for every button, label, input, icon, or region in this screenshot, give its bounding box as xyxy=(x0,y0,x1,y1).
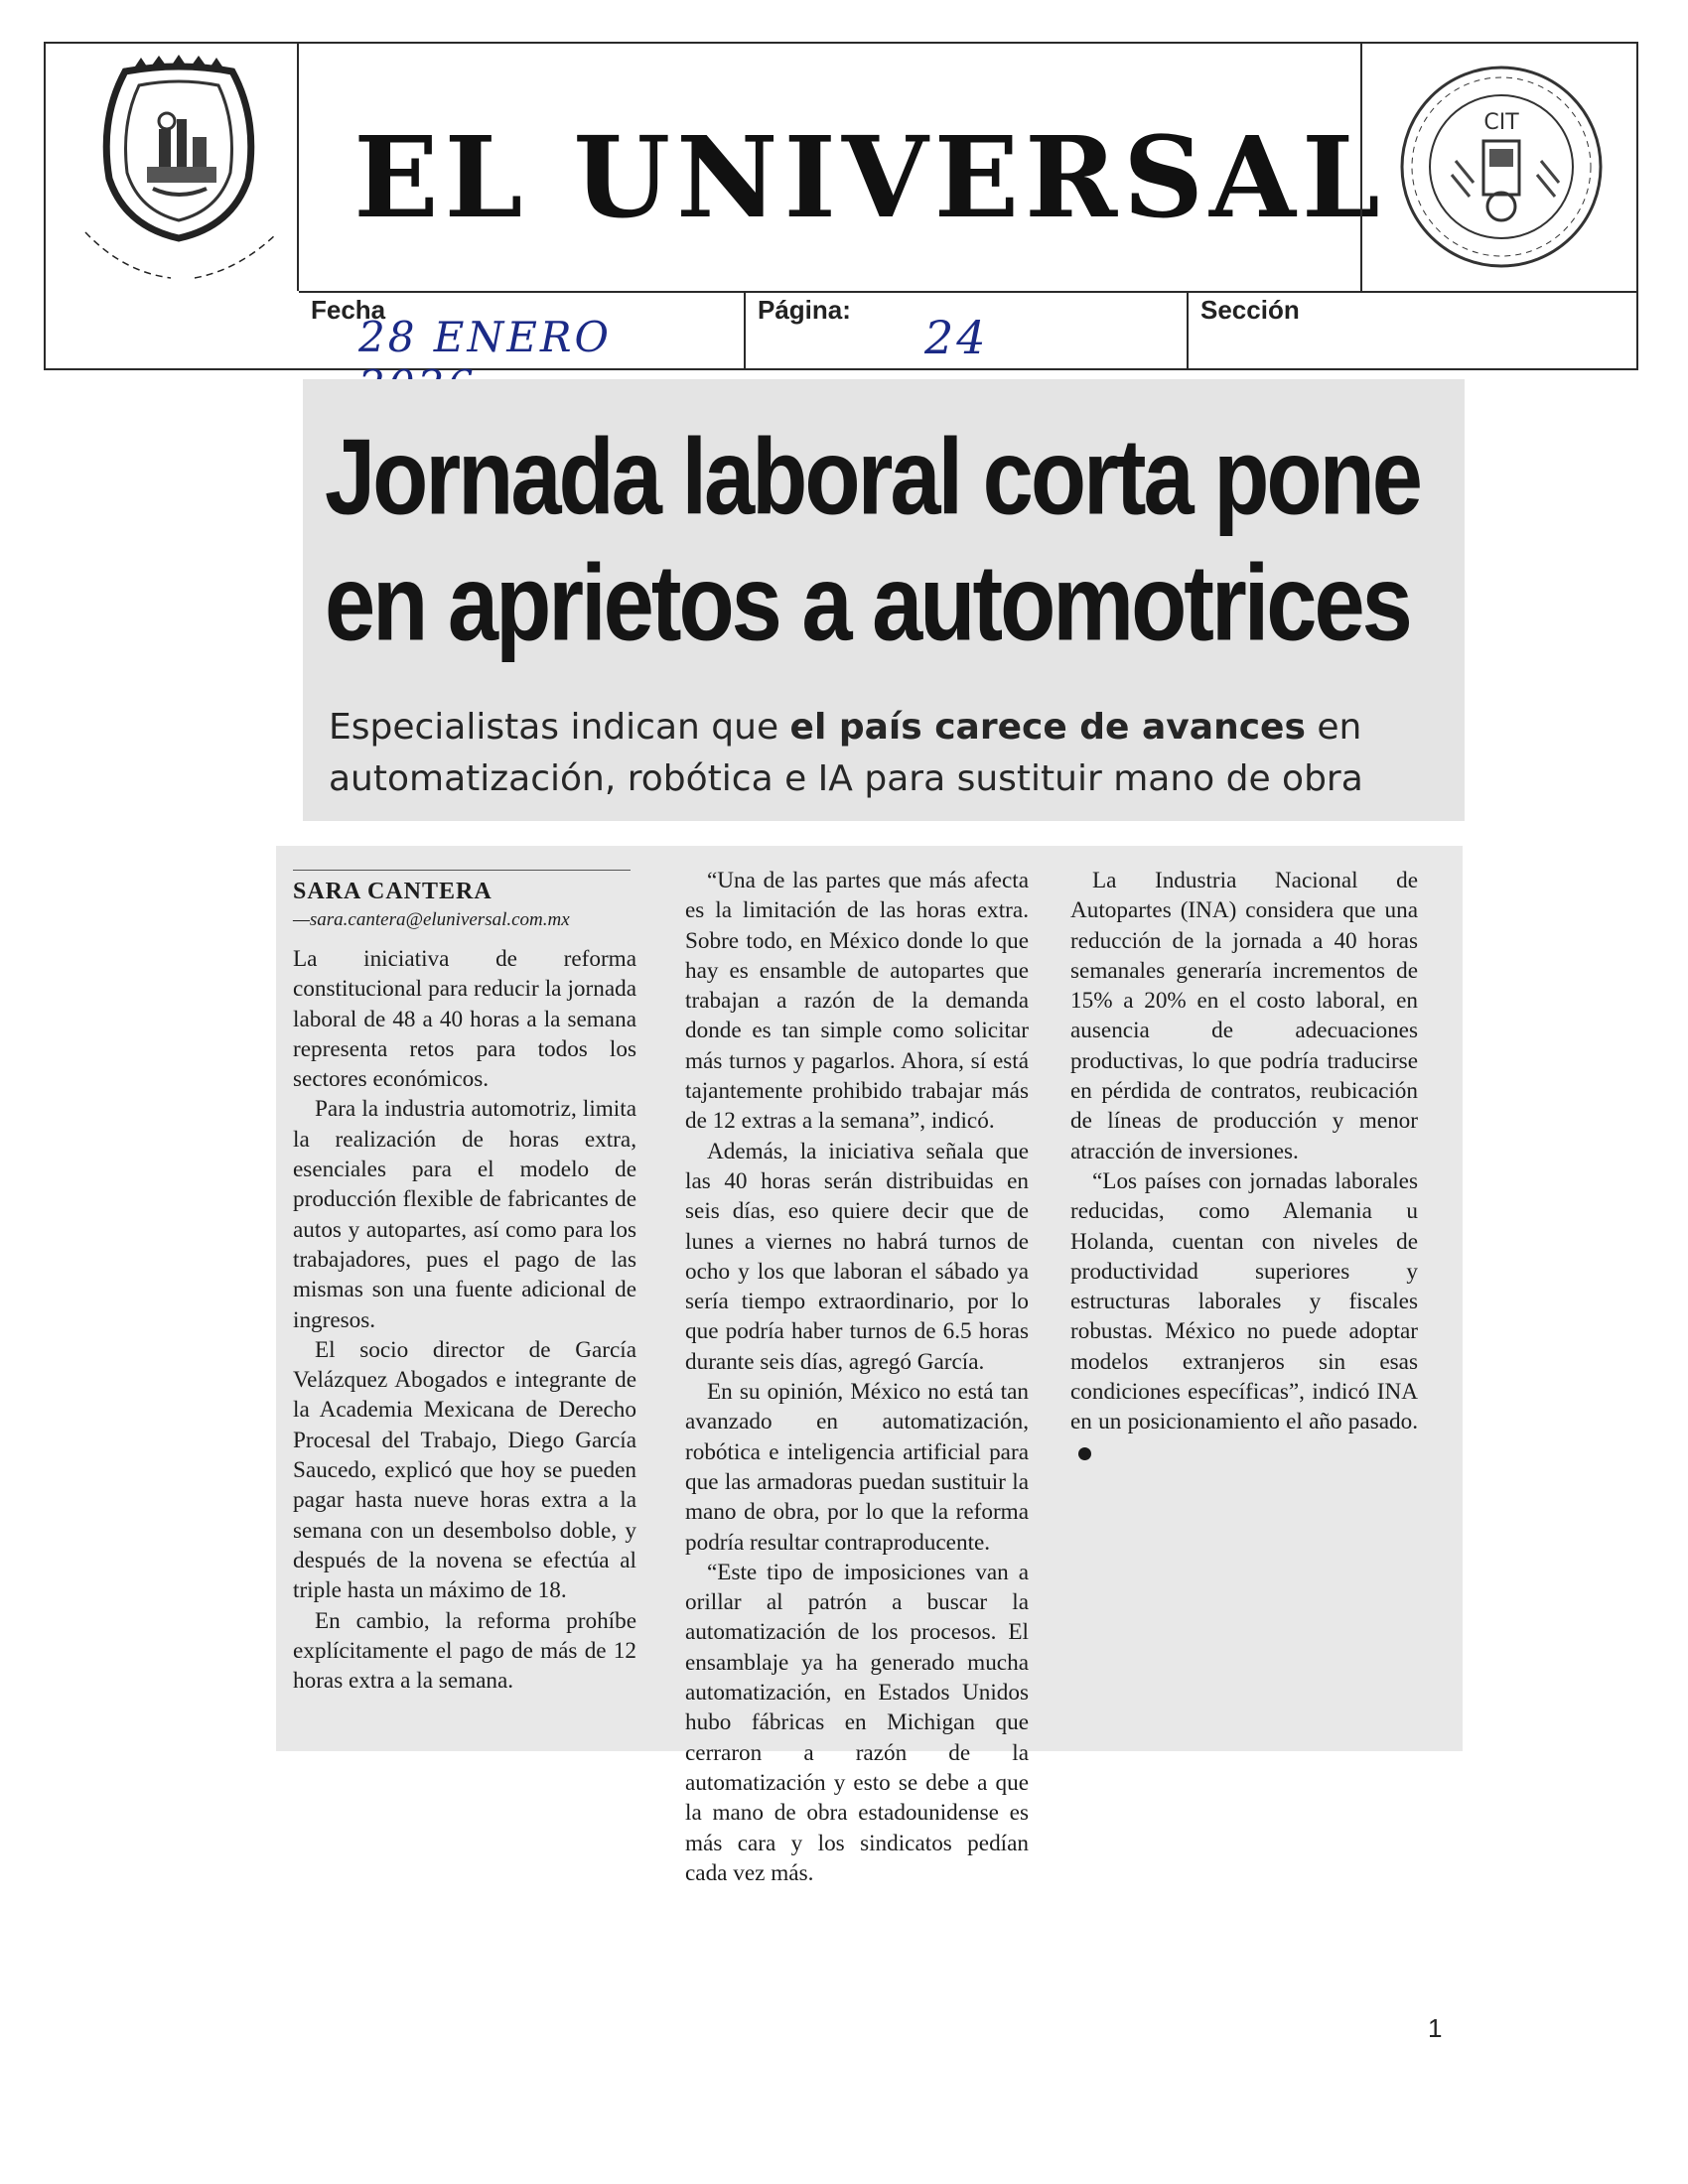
pagina-handwritten: 24 xyxy=(924,311,989,364)
byline-rule xyxy=(293,870,631,871)
paragraph: La Industria Nacional de Autopartes (INA) considera que una reducción de la jornada a 40 horas semanales generaría incrementos de 15% a 20% en el costo laboral, en ausencia de adecuaciones productivas, lo que podría traducirse en pérdida de contratos, reubicación de líneas de producción y menor atracción de inversiones. xyxy=(1070,868,1418,1164)
fecha-label: Fecha xyxy=(311,295,386,325)
end-mark-icon xyxy=(1078,1447,1091,1460)
article-headline xyxy=(325,414,1447,667)
paragraph: En su opinión, México no está tan avanzado en automatización, robótica e inteligencia artificial para que las armadoras puedan sustituir la mano de obra, por lo que la reforma podría resultar contraproducente. xyxy=(685,1379,1029,1556)
seccion-label: Sección xyxy=(1200,295,1300,325)
author-name: SARA CANTERA xyxy=(293,879,492,904)
article-body-clipping xyxy=(276,846,1463,1886)
pagina-label: Página: xyxy=(758,295,851,325)
pagina-cell xyxy=(746,291,1189,368)
cit-seal-icon xyxy=(1392,58,1611,276)
svg-text:CIT: CIT xyxy=(1483,110,1519,135)
column-1 xyxy=(293,870,636,1696)
paragraph-final-text: “Los países con jornadas laborales reducidas, como Alemania u Holanda, cuentan con niveles de productividad superiores y estructuras laborales y fiscales robustas. México no puede adoptar modelos extranjeros sin esas condiciones específicas”, indicó INA en un posicionamiento el año pasado. xyxy=(1070,1167,1418,1435)
left-logo-cell xyxy=(46,44,299,291)
page-number: 1 xyxy=(1428,2013,1443,2043)
fecha-handwritten: 28 ENERO xyxy=(358,313,612,361)
paragraph: La iniciativa de reforma constitucional para reducir la jornada laboral de 48 a 40 horas a la semana representa retos para todos los sectores económicos. xyxy=(293,946,636,1093)
headline-clipping xyxy=(303,379,1465,821)
seccion-cell xyxy=(1189,291,1636,368)
masthead-title: EL UNIVERSAL xyxy=(353,113,1386,243)
paragraph-final xyxy=(1070,1166,1418,1467)
author-email: —sara.cantera@eluniversal.com.mx xyxy=(293,909,570,930)
headline-line-1: Jornada laboral corta pone xyxy=(325,417,1420,537)
paragraph: Además, la iniciativa señala que las 40 horas serán distribuidas en seis días, eso quiere decir que de lunes a viernes no habrá turnos de ocho y los que laboran el sábado ya sería tiempo extraordinario, por lo que podría haber turnos de 6.5 horas durante seis días, agregó García. xyxy=(685,1138,1029,1375)
article-subheading xyxy=(329,702,1451,805)
union-seal-icon xyxy=(64,50,294,286)
subhead-bold: el país carece de avances xyxy=(789,707,1306,748)
column-2 xyxy=(685,866,1029,1888)
paragraph: “Una de las partes que más afecta es la limitación de las horas extra. Sobre todo, en México donde lo que hay es ensamble de autopartes que trabajan a razón de la demanda donde es tan simple como solicitar más turnos y pagarlos. Ahora, sí está tajantemente prohibido trabajar más de 12 extras a la semana”, indicó. xyxy=(685,868,1029,1135)
subhead-pre: Especialistas indican que xyxy=(329,707,790,748)
paragraph: El socio director de García Velázquez Abogados e integrante de la Academia Mexicana de Derecho Procesal del Trabajo, Diego García Saucedo, explicó que hoy se pueden pagar hasta nueve horas extra a la semana con un desembolso doble, y después de la novena se efectúa al triple hasta un máximo de 18. xyxy=(293,1336,636,1604)
column-3 xyxy=(1070,866,1418,1467)
paragraph: En cambio, la reforma prohíbe explícitamente el pago de más de 12 horas extra a la semana. xyxy=(293,1607,636,1695)
right-logo-cell xyxy=(1360,44,1636,291)
headline-line-2: en aprietos a automotrices xyxy=(325,543,1410,664)
clipping-header xyxy=(44,42,1638,370)
paragraph: “Este tipo de imposiciones van a orillar al patrón a buscar la automatización de los procesos. El ensamblaje ya ha generado mucha automatización, en Estados Unidos hubo fábricas en Michigan que cerraron a razón de la automatización y esto se debe a que la mano de obra estadounidense es más cara y los sindicatos pedían cada vez más. xyxy=(685,1559,1029,1886)
fecha-cell xyxy=(299,291,746,368)
subhead-post: en automatización, robótica e IA para sustituir mano de obra xyxy=(329,707,1363,799)
paragraph: Para la industria automotriz, limita la realización de horas extra, esenciales para el modelo de producción flexible de fabricantes de autos y autopartes, así como para los trabajadores, pues el pago de las mismas son una fuente adicional de ingresos. xyxy=(293,1096,636,1333)
